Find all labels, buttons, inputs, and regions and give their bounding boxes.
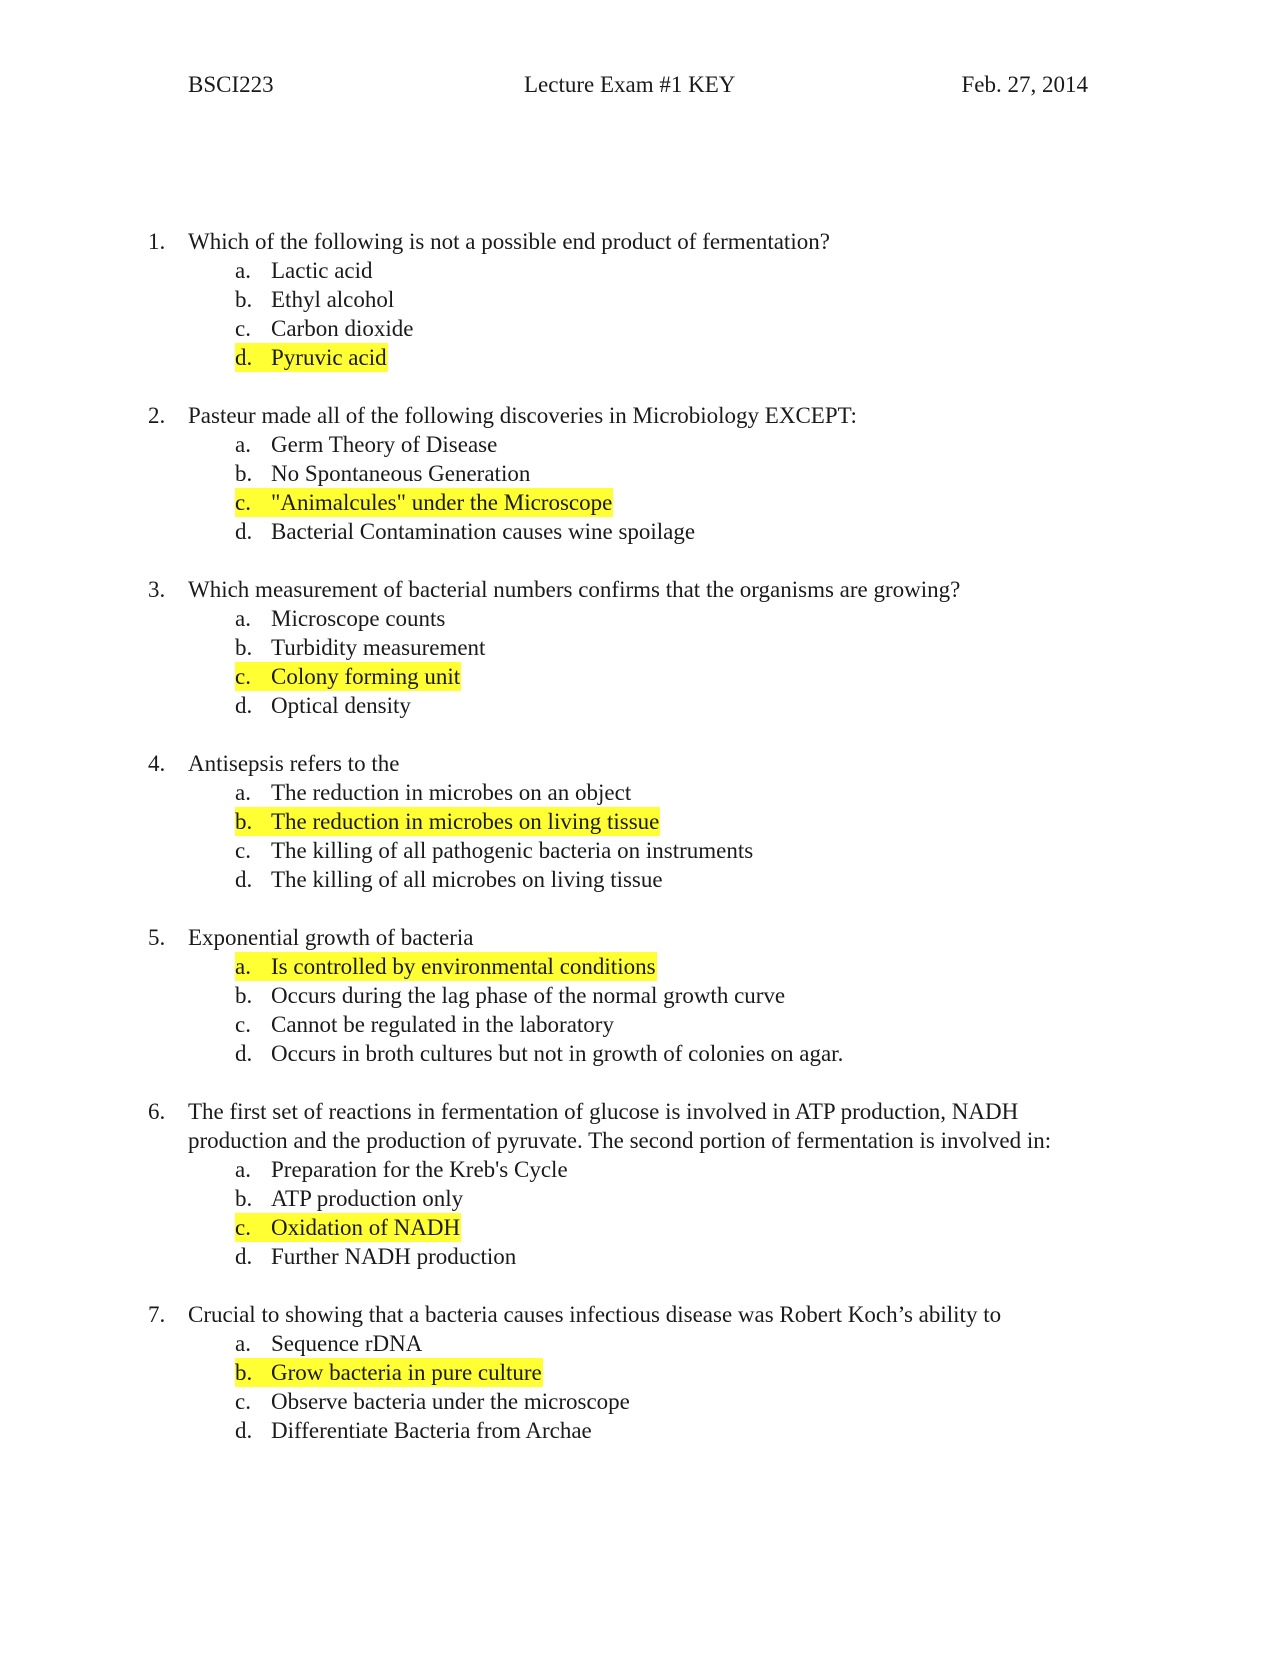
answer-option [235, 778, 1128, 807]
answer-option [235, 285, 1128, 314]
option-letter: d. [235, 345, 253, 370]
option-list [235, 430, 1128, 546]
answer-option [235, 430, 1128, 459]
option-letter: d. [235, 519, 253, 544]
option-letter: d. [235, 1418, 253, 1443]
option-text: No Spontaneous Generation [271, 461, 531, 486]
question-text: Antisepsis refers to the [188, 751, 400, 776]
option-text: Germ Theory of Disease [271, 432, 498, 457]
option-letter: a. [235, 1157, 251, 1182]
option-content [235, 1039, 844, 1068]
option-list [235, 778, 1128, 894]
correct-answer-highlight [235, 807, 660, 836]
question-item [148, 923, 1128, 1068]
question-stem [148, 1300, 1128, 1329]
option-content [235, 604, 446, 633]
answer-option-highlighted [235, 488, 1128, 517]
option-content [235, 778, 632, 807]
option-letter: c. [235, 1012, 251, 1037]
option-content [235, 459, 531, 488]
answer-option [235, 1155, 1128, 1184]
question-stem [148, 923, 1128, 952]
option-content [235, 314, 414, 343]
question-text: Which of the following is not a possible end product of fermentation? [188, 229, 830, 254]
answer-option [235, 865, 1128, 894]
option-text: Colony forming unit [271, 664, 461, 689]
option-content [235, 256, 374, 285]
answer-option [235, 604, 1128, 633]
option-letter: c. [235, 1215, 251, 1240]
option-content [235, 1155, 569, 1184]
correct-answer-highlight [235, 952, 657, 981]
question-number: 6. [148, 1099, 166, 1124]
option-text: Occurs in broth cultures but not in growth of colonies on agar. [271, 1041, 844, 1066]
option-content [235, 633, 486, 662]
option-text: Optical density [271, 693, 411, 718]
answer-option [235, 1387, 1128, 1416]
option-letter: b. [235, 1360, 253, 1385]
option-text: The reduction in microbes on an object [271, 780, 632, 805]
question-stem [148, 749, 1128, 778]
answer-option [235, 836, 1128, 865]
question-item [148, 227, 1128, 372]
option-content [235, 1184, 464, 1213]
option-text: Bacterial Contamination causes wine spoilage [271, 519, 696, 544]
option-content [235, 285, 395, 314]
option-letter: a. [235, 432, 251, 457]
option-text: Ethyl alcohol [271, 287, 395, 312]
exam-title: Lecture Exam #1 KEY [524, 72, 736, 97]
option-text: Pyruvic acid [271, 345, 387, 370]
question-number: 1. [148, 229, 166, 254]
answer-option [235, 256, 1128, 285]
option-text: The killing of all microbes on living tissue [271, 867, 663, 892]
option-content [235, 1010, 615, 1039]
course-code: BSCI223 [188, 72, 274, 97]
option-list [235, 256, 1128, 372]
option-text: Carbon dioxide [271, 316, 414, 341]
option-letter: a. [235, 1331, 251, 1356]
question-stem [148, 1097, 1128, 1155]
answer-option-highlighted [235, 662, 1128, 691]
question-text: Pasteur made all of the following discoveries in Microbiology EXCEPT: [188, 403, 857, 428]
exam-date: Feb. 27, 2014 [961, 72, 1088, 97]
answer-option [235, 1242, 1128, 1271]
answer-option [235, 314, 1128, 343]
option-letter: c. [235, 1389, 251, 1414]
option-text: Further NADH production [271, 1244, 517, 1269]
answer-option [235, 1329, 1128, 1358]
option-letter: c. [235, 316, 251, 341]
option-letter: c. [235, 838, 251, 863]
option-letter: c. [235, 664, 251, 689]
answer-option [235, 633, 1128, 662]
question-number: 7. [148, 1302, 166, 1327]
option-list [235, 952, 1128, 1068]
option-letter: d. [235, 693, 253, 718]
option-letter: a. [235, 780, 251, 805]
option-text: Microscope counts [271, 606, 446, 631]
question-text: Crucial to showing that a bacteria causes infectious disease was Robert Koch’s ability to [188, 1302, 1002, 1327]
option-letter: d. [235, 1041, 253, 1066]
option-text: ATP production only [271, 1186, 464, 1211]
option-list [235, 604, 1128, 720]
option-content [235, 1416, 593, 1445]
question-text: Exponential growth of bacteria [188, 925, 474, 950]
correct-answer-highlight [235, 1358, 543, 1387]
answer-option [235, 1184, 1128, 1213]
correct-answer-highlight [235, 662, 461, 691]
option-text: The killing of all pathogenic bacteria on instruments [271, 838, 754, 863]
question-number: 4. [148, 751, 166, 776]
option-content [235, 691, 412, 720]
option-content [235, 1242, 517, 1271]
option-list [235, 1155, 1128, 1271]
option-content [235, 981, 786, 1010]
question-text: Which measurement of bacterial numbers confirms that the organisms are growing? [188, 577, 961, 602]
question-text: The first set of reactions in fermentation of glucose is involved in ATP production, NADH production and the production of pyruvate. The second portion of fermentation is involved in: [188, 1099, 1052, 1153]
correct-answer-highlight [235, 343, 388, 372]
option-text: Preparation for the Kreb's Cycle [271, 1157, 568, 1182]
option-content [235, 1329, 423, 1358]
page-header [188, 72, 1088, 102]
option-text: "Animalcules" under the Microscope [271, 490, 613, 515]
option-content [235, 517, 696, 546]
answer-option-highlighted [235, 1358, 1128, 1387]
answer-option-highlighted [235, 343, 1128, 372]
correct-answer-highlight [235, 1213, 461, 1242]
question-number: 5. [148, 925, 166, 950]
option-letter: a. [235, 954, 251, 979]
question-number: 2. [148, 403, 166, 428]
option-letter: d. [235, 867, 253, 892]
option-letter: b. [235, 287, 253, 312]
answer-option [235, 1416, 1128, 1445]
option-letter: b. [235, 635, 253, 660]
question-item [148, 1097, 1128, 1271]
option-letter: a. [235, 258, 251, 283]
option-text: Sequence rDNA [271, 1331, 423, 1356]
question-item [148, 1300, 1128, 1445]
option-text: The reduction in microbes on living tissue [271, 809, 660, 834]
option-text: Turbidity measurement [271, 635, 486, 660]
option-content [235, 430, 498, 459]
answer-option [235, 459, 1128, 488]
option-text: Is controlled by environmental conditions [271, 954, 656, 979]
option-letter: a. [235, 606, 251, 631]
option-text: Differentiate Bacteria from Archae [271, 1418, 592, 1443]
option-letter: c. [235, 490, 251, 515]
option-letter: b. [235, 809, 253, 834]
question-number: 3. [148, 577, 166, 602]
answer-option-highlighted [235, 952, 1128, 981]
option-text: Lactic acid [271, 258, 373, 283]
option-letter: d. [235, 1244, 253, 1269]
option-text: Cannot be regulated in the laboratory [271, 1012, 614, 1037]
question-item [148, 749, 1128, 894]
option-letter: b. [235, 1186, 253, 1211]
option-text: Observe bacteria under the microscope [271, 1389, 630, 1414]
answer-option [235, 1039, 1128, 1068]
correct-answer-highlight [235, 488, 613, 517]
answer-option [235, 517, 1128, 546]
question-stem [148, 575, 1128, 604]
question-item [148, 575, 1128, 720]
question-list [148, 227, 1128, 1474]
option-content [235, 1387, 631, 1416]
answer-option-highlighted [235, 1213, 1128, 1242]
answer-option [235, 981, 1128, 1010]
answer-option [235, 1010, 1128, 1039]
option-text: Occurs during the lag phase of the normal growth curve [271, 983, 786, 1008]
option-list [235, 1329, 1128, 1445]
option-content [235, 836, 754, 865]
option-text: Oxidation of NADH [271, 1215, 461, 1240]
option-letter: b. [235, 461, 253, 486]
option-text: Grow bacteria in pure culture [271, 1360, 542, 1385]
answer-option-highlighted [235, 807, 1128, 836]
option-content [235, 865, 664, 894]
question-item [148, 401, 1128, 546]
answer-option [235, 691, 1128, 720]
option-letter: b. [235, 983, 253, 1008]
question-stem [148, 401, 1128, 430]
question-stem [148, 227, 1128, 256]
